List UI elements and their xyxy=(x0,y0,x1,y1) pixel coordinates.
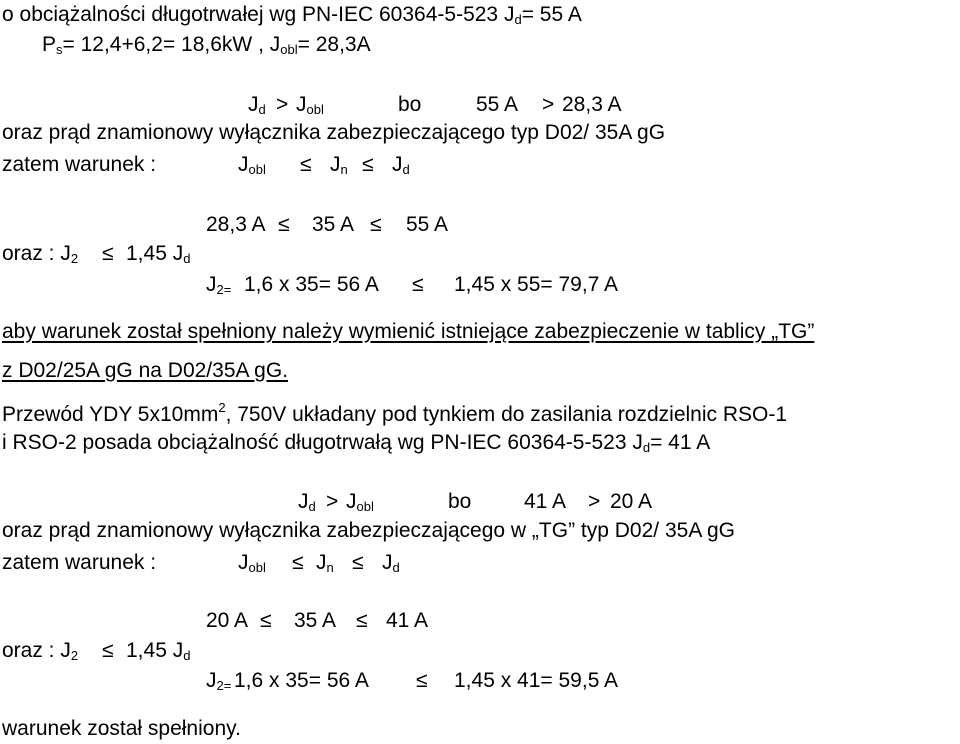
less-equal-symbol: ≤ xyxy=(370,213,382,236)
text: 1,6 x 35= 56 A xyxy=(234,669,369,692)
less-equal-symbol: ≤ xyxy=(352,551,364,574)
text-line-10: z D02/25A gG na D02/35A gG. xyxy=(2,359,289,382)
current-symbol: $J_n$ xyxy=(316,551,334,575)
text: bo xyxy=(398,93,422,116)
less-equal-symbol: ≤ xyxy=(416,669,428,692)
less-equal-symbol: ≤ xyxy=(102,639,114,662)
current-symbol: $J_d$ xyxy=(248,93,266,117)
text: 1,6 x 35= 56 A xyxy=(244,273,379,296)
greater-than-symbol: > xyxy=(326,490,339,513)
text-line-11 xyxy=(2,400,788,426)
greater-than-symbol: > xyxy=(588,490,601,513)
text: 1,45 x 55= 79,7 A xyxy=(454,273,619,296)
subscript: d xyxy=(642,440,651,455)
text-line-2 xyxy=(42,34,371,55)
text: 1,45 x 41= 59,5 A xyxy=(454,669,619,692)
text-line-19: warunek został spełniony. xyxy=(2,717,241,740)
value: 20 A xyxy=(610,490,653,513)
text: , 750V układany pod tynkiem do zasilania rozdzielnic RSO-1 xyxy=(225,403,788,426)
text: zatem warunek : xyxy=(2,153,157,176)
greater-than-symbol: > xyxy=(276,93,289,116)
text-line-12 xyxy=(2,432,710,453)
text: = 12,4+6,2= 18,6kW , J xyxy=(62,33,281,56)
text-line-4: oraz prąd znamionowy wyłącznika zabezpieczającego typ D02/ 35A gG xyxy=(2,121,666,144)
text-line-9: aby warunek został spełniony należy wymienić istniejące zabezpieczenie w tablicy „TG” xyxy=(2,320,815,343)
text: P xyxy=(42,33,57,56)
text-line-1 xyxy=(2,4,582,25)
text: = 28,3A xyxy=(297,33,371,56)
value: 35 A xyxy=(294,609,337,632)
current-symbol: $J_{obl}$ xyxy=(346,490,374,514)
subscript: obl xyxy=(280,42,298,57)
value: 41 A xyxy=(386,609,429,632)
text: 1,45 $J_d$ xyxy=(126,639,191,663)
superscript: 2 xyxy=(218,400,226,415)
value: 28,3 A xyxy=(206,213,266,236)
less-equal-symbol: ≤ xyxy=(102,242,114,265)
current-symbol: $J_{obl}$ xyxy=(296,93,324,117)
less-equal-symbol: ≤ xyxy=(412,273,424,296)
text: oraz : $J_2$ xyxy=(2,242,79,266)
less-equal-symbol: ≤ xyxy=(300,153,312,176)
value: 41 A xyxy=(524,490,567,513)
less-equal-symbol: ≤ xyxy=(362,153,374,176)
subscript: s xyxy=(56,42,63,57)
less-equal-symbol: ≤ xyxy=(356,609,368,632)
text: bo xyxy=(448,490,472,513)
current-symbol: $J_d$ xyxy=(298,490,316,514)
less-equal-symbol: ≤ xyxy=(260,609,272,632)
value: 20 A xyxy=(206,609,249,632)
current-symbol: $J_{2=}$ xyxy=(206,273,232,297)
text-line-14: oraz prąd znamionowy wyłącznika zabezpieczającego w „TG” typ D02/ 35A gG xyxy=(2,519,736,542)
value: 55 A xyxy=(406,213,449,236)
text: o obciążalności długotrwałej wg PN-IEC 60364-5-523 J xyxy=(2,3,515,26)
less-equal-symbol: ≤ xyxy=(278,213,290,236)
subscript: d xyxy=(514,12,522,27)
current-symbol: $J_{obl}$ xyxy=(238,551,266,575)
current-symbol: $J_d$ xyxy=(382,551,400,575)
value: 28,3 A xyxy=(562,93,622,116)
text: = 55 A xyxy=(521,3,582,26)
current-symbol: $J_d$ xyxy=(392,153,410,177)
text: oraz : $J_2$ xyxy=(2,639,79,663)
current-symbol: $J_n$ xyxy=(330,153,348,177)
text: Przewód YDY 5x10mm xyxy=(2,403,219,426)
text: zatem warunek : xyxy=(2,551,157,574)
value: 35 A xyxy=(312,213,355,236)
less-equal-symbol: ≤ xyxy=(292,551,304,574)
current-symbol: $J_{2=}$ xyxy=(206,669,232,693)
text: i RSO-2 posada obciążalność długotrwałą wg PN-IEC 60364-5-523 J xyxy=(2,431,643,454)
current-symbol: $J_{obl}$ xyxy=(238,153,266,177)
greater-than-symbol: > xyxy=(542,93,555,116)
text: 1,45 $J_d$ xyxy=(126,242,191,266)
value: 55 A xyxy=(476,93,519,116)
text: = 41 A xyxy=(650,431,711,454)
